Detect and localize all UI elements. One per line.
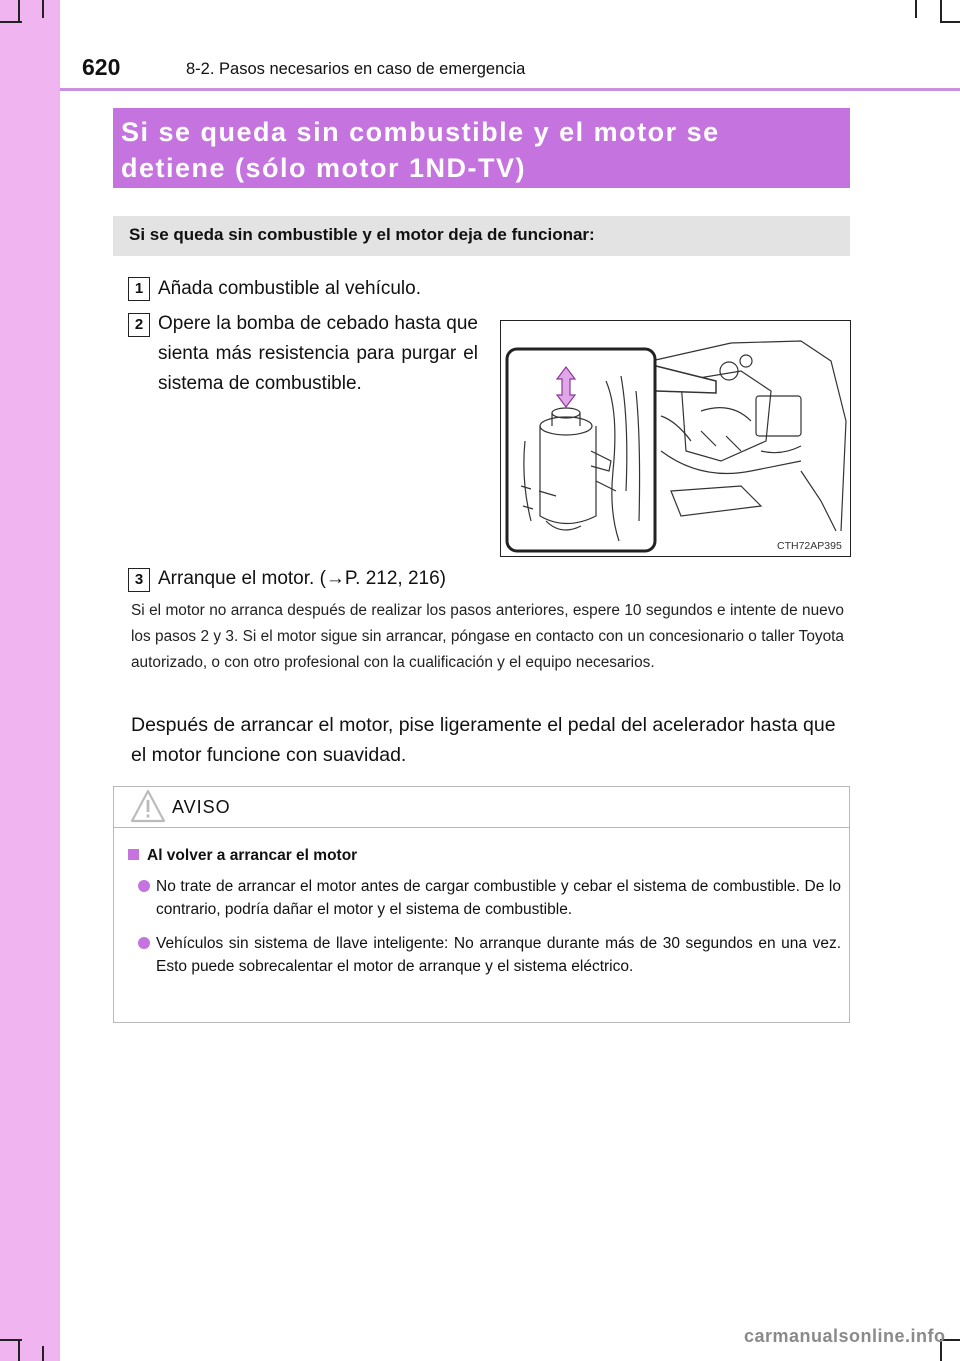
chapter-sidebar-tab	[0, 0, 60, 1361]
title-banner	[113, 108, 850, 188]
crop-mark	[42, 0, 44, 18]
warning-label: AVISO	[172, 797, 231, 817]
crop-mark	[940, 21, 960, 23]
warning-bullet	[138, 932, 841, 978]
crop-mark	[0, 21, 22, 23]
crop-mark	[18, 1339, 20, 1361]
crop-mark	[940, 0, 942, 22]
warning-box	[113, 786, 850, 1023]
step-number-3: 3	[128, 568, 150, 592]
page-number: 620	[82, 54, 121, 80]
warning-heading	[128, 847, 357, 865]
after-start-paragraph: Después de arrancar el motor, pise ligeramente el pedal del acelerador hasta que el motor funcione con suavidad.	[131, 714, 836, 766]
warning-bullet-text: No trate de arrancar el motor antes de cargar combustible y cebar el sistema de combustible. De lo contrario, podría dañar el motor y el sistema de combustible.	[156, 878, 841, 918]
crop-mark	[915, 0, 917, 18]
watermark: carmanualsonline.info	[744, 1326, 946, 1346]
step-text-2: Opere la bomba de cebado hasta que sienta más resistencia para purgar el sistema de combustible.	[158, 313, 478, 394]
warning-bullet	[138, 875, 841, 921]
warning-bullet-text: Vehículos sin sistema de llave inteligente: No arranque durante más de 30 segundos en una vez. Esto puede sobrecalentar el motor de arranque y el sistema eléctrico.	[156, 935, 841, 975]
step-number-1: 1	[128, 277, 150, 301]
illustration-code: CTH72AP395	[777, 540, 842, 552]
step-note: Si el motor no arranca después de realizar los pasos anteriores, espere 10 segundos e intente de nuevo los pasos 2 y 3. Si el motor sigue sin arrancar, póngase en contacto con un concesionario o taller Toyota autorizado, o con otro profesional con la cualificación y el equipo necesarios.	[131, 602, 844, 671]
header-rule	[60, 88, 960, 91]
warning-header	[114, 787, 849, 828]
square-bullet-icon	[128, 849, 139, 860]
warning-heading-text: Al volver a arrancar el motor	[147, 847, 358, 864]
step-number-2: 2	[128, 313, 150, 337]
engine-illustration	[500, 320, 851, 557]
page-title-line-2: detiene (sólo motor 1ND-TV)	[121, 153, 527, 183]
subtitle: Si se queda sin combustible y el motor deja de funcionar:	[129, 225, 595, 244]
subtitle-box	[113, 216, 850, 256]
bullet-dot-icon	[138, 880, 150, 892]
section-heading: 8-2. Pasos necesarios en caso de emergencia	[186, 60, 526, 78]
step-text-3: Arranque el motor. (→P. 212, 216)	[158, 568, 446, 589]
bullet-dot-icon	[138, 937, 150, 949]
page-title	[121, 114, 842, 186]
warning-triangle-icon	[130, 789, 166, 823]
step-text-1: Añada combustible al vehículo.	[158, 278, 421, 299]
engine-bay-drawing	[501, 321, 850, 556]
crop-mark	[42, 1346, 44, 1361]
crop-mark	[18, 0, 20, 22]
page-title-line-1: Si se queda sin combustible y el motor se	[121, 117, 720, 147]
